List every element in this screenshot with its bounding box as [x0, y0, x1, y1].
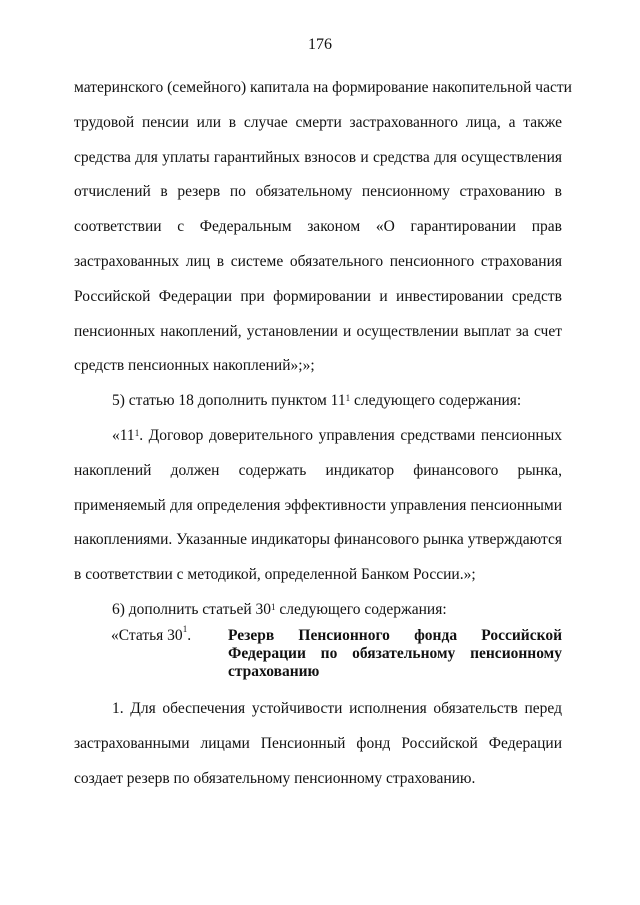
- text-line: материнского (семейного) капитала на формирование накопительной части: [74, 79, 572, 96]
- quote-11-prefix: «11: [112, 426, 135, 444]
- text-line: пенсионных накоплений, установлении и осуществлении выплат за счет: [74, 322, 562, 340]
- quote-11-first-line: [74, 419, 562, 454]
- text-line: применяемый для определения эффективности управления пенсионными: [74, 496, 562, 514]
- page-number: 176: [308, 36, 332, 53]
- item-5-suffix: следующего содержания:: [350, 392, 522, 410]
- article-label-superscript: 1: [182, 624, 188, 634]
- article-title: [228, 627, 562, 681]
- article-title-line: страхованию: [228, 663, 320, 680]
- article-label: [111, 624, 192, 645]
- article-label-prefix: «Статья 30: [111, 627, 183, 644]
- text-line: Российской Федерации при формировании и инвестировании средств: [74, 287, 562, 305]
- main-text-block: [74, 71, 572, 628]
- article-title-line: Резерв Пенсионного фонда Российской: [228, 627, 562, 644]
- item-5-prefix: 5) статью 18 дополнить пунктом 11: [112, 392, 346, 410]
- item-6-line: [74, 593, 562, 628]
- text-line: в соответствии с методикой, определенной Банком России.»;: [74, 566, 476, 584]
- item-6-superscript: 1: [271, 601, 276, 612]
- article-title-line: Федерации по обязательному пенсионному: [228, 645, 562, 662]
- item-5-line: [74, 384, 562, 419]
- item-5-superscript: 1: [345, 393, 351, 404]
- article-body-text: [74, 692, 562, 796]
- text-line: застрахованными лицами Пенсионный фонд Российской Федерации: [74, 734, 562, 752]
- text-line: средств пенсионных накоплений»;»;: [74, 357, 315, 375]
- text-line: 1. Для обеспечения устойчивости исполнения обязательств перед: [112, 700, 562, 717]
- text-line: застрахованных лиц в системе обязательного пенсионного страхования: [74, 252, 562, 270]
- text-line: трудовой пенсии или в случае смерти застрахованного лица, а также: [74, 113, 562, 131]
- text-line: соответствии с Федеральным законом «О гарантировании прав: [74, 218, 562, 236]
- item-6-prefix: 6) дополнить статьей 30: [112, 600, 272, 618]
- quote-11-first-line-rest: . Договор доверительного управления средствами пенсионных: [139, 426, 562, 444]
- text-line: создает резерв по обязательному пенсионному страхованию.: [74, 769, 476, 787]
- text-line: накоплениями. Указанные индикаторы финансового рынка утверждаются: [74, 531, 562, 549]
- text-line: средства для уплаты гарантийных взносов и средства для осуществления: [74, 148, 562, 166]
- article-label-suffix: .: [187, 627, 192, 644]
- text-line: отчислений в резерв по обязательному пенсионному страхованию в: [74, 183, 562, 201]
- quote-11-superscript: 1: [134, 427, 140, 438]
- text-line: накоплений должен содержать индикатор финансового рынка,: [74, 461, 562, 479]
- item-6-suffix: следующего содержания:: [275, 600, 447, 618]
